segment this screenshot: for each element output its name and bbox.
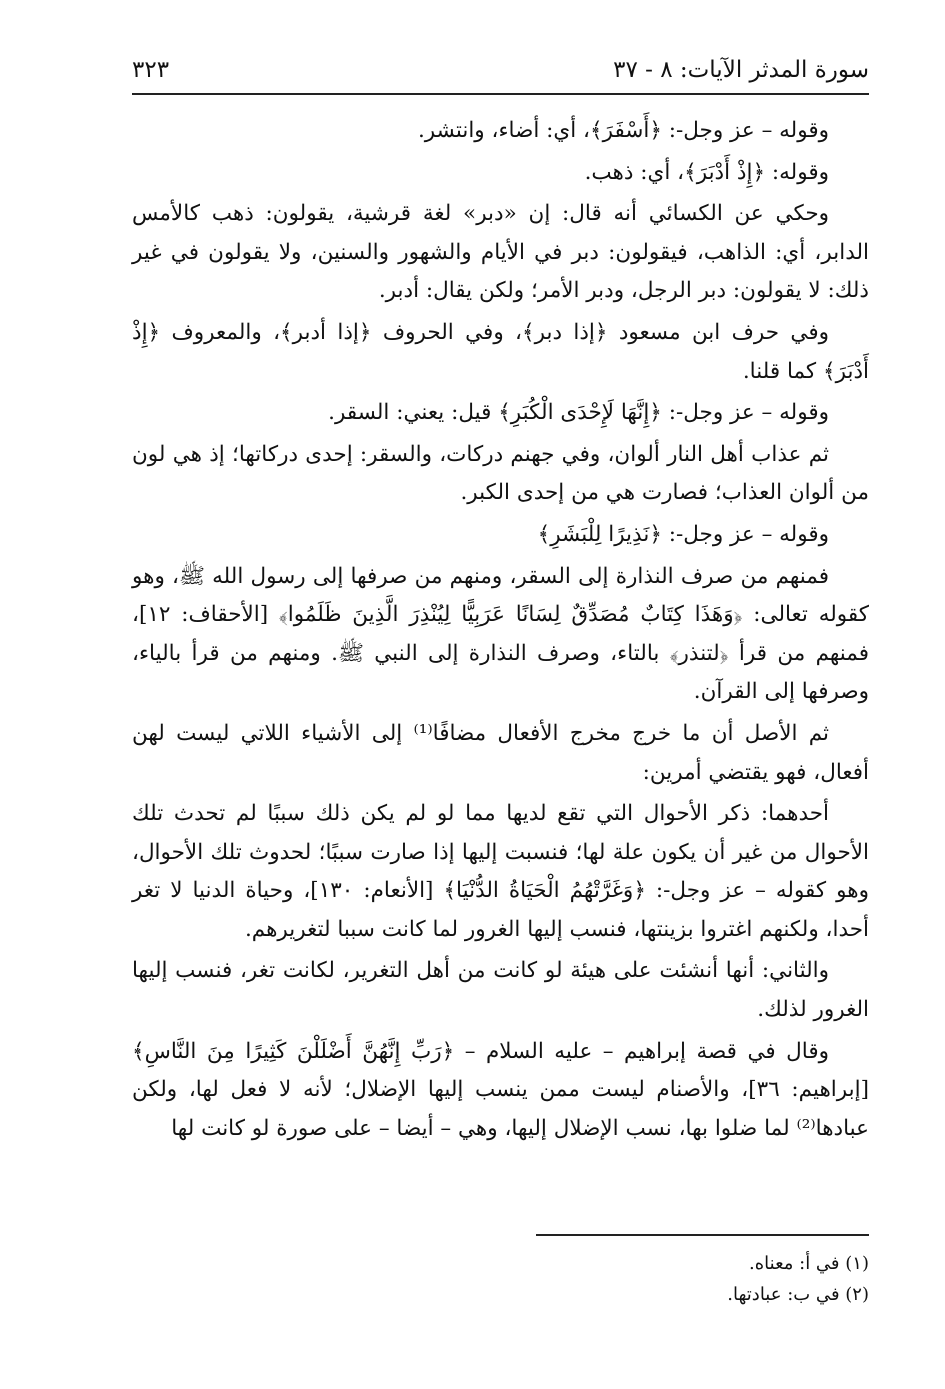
- paragraph: وقوله – عز وجل-: ﴿أَسْفَرَ﴾، أي: أضاء، وانتشر.: [417, 118, 829, 143]
- footnote-item: (١) في أ: معناه.: [749, 1253, 869, 1274]
- paragraph: ثم عذاب أهل النار ألوان، وفي جهنم دركات، والسقر: إحدى دركاتها؛ إذ هي لون من ألوان العذاب؛ فصارت هي من إحدى الكبر.: [132, 441, 869, 506]
- footnote-item: (٢) في ب: عبادتها.: [727, 1284, 869, 1305]
- paragraph: وقوله: ﴿إِذْ أَدْبَرَ﴾، أي: ذهب.: [584, 159, 829, 185]
- paragraph: وحكي عن الكسائي أنه قال: إن «دبر» لغة قرشية، يقولون: ذهب كالأمس الدابر، أي: الذاهب، فيقولون: دبر في الأيام والشهور والسنين، ولا يقولون في غير ذلك: لا يقولون: دبر الرجل، ودبر الأمر؛ ولكن يقال: أدبر.: [132, 201, 869, 304]
- paragraph: أحدهما: ذكر الأحوال التي تقع لديها مما لو لم يكن ذلك سببًا لم تحدث تلك الأحوال من غير أن يكون علة لها؛ فنسبت إليها إذا صارت سببًا؛ لحدوث تلك الأحوال، وهو كقوله – عز وجل-: ﴿وَغَرَّتْهُمُ الْحَيَاةُ الدُّنْيَا﴾ [الأنعام: ١٣٠]، وحياة الدنيا لا تغر أحدا، ولكنهم اغتروا بزينتها، فنسب إليها الغرور لما كانت سببا لتغريرهم.: [132, 801, 870, 942]
- main-text: [132, 112, 869, 1151]
- paragraph: وقوله – عز وجل-: ﴿نَذِيرًا لِلْبَشَرِ﴾: [537, 521, 829, 547]
- paragraph: وقوله – عز وجل-: ﴿إِنَّهَا لَإِحْدَى الْكُبَرِ﴾ قيل: يعني: السقر.: [328, 400, 829, 426]
- header-rule: [132, 93, 869, 95]
- paragraph: وقال في قصة إبراهيم – عليه السلام – ﴿رَبِّ إِنَّهُنَّ أَضْلَلْنَ كَثِيرًا مِنَ النَّاسِ﴾ [إبراهيم: ٣٦]، والأصنام ليست ممن ينسب إليها الإضلال؛ لأنه لا فعل لها، ولكن عبادها⁽²⁾ لما ضلوا بها، نسب الإضلال إليها، وهي – أيضا – على صورة لو كانت لها: [132, 1038, 869, 1141]
- page-number: ٣٢٣: [132, 57, 170, 83]
- paragraph: والثاني: أنها أنشئت على هيئة لو كانت من أهل التغرير، لكانت تغر، فنسب إليها الغرور لذلك.: [132, 958, 869, 1023]
- paragraph: فمنهم من صرف النذارة إلى السقر، ومنهم من صرفها إلى رسول الله ﷺ، وهو كقوله تعالى: ﴿وَهَذَا كِتَابٌ مُصَدِّقٌ لِسَانًا عَرَبِيًّا لِيُنْذِرَ الَّذِينَ ظَلَمُوا﴾ [الأحقاف: ١٢]، فمنهم من قرأ ﴿لتنذر﴾ بالتاء، وصرف النذارة إلى النبي ﷺ. ومنهم من قرأ بالياء، وصرفها إلى القرآن.: [132, 563, 869, 705]
- paragraph: وفي حرف ابن مسعود ﴿إذا دبر﴾، وفي الحروف ﴿إذا أدبر﴾، والمعروف ﴿إِذْ أَدْبَرَ﴾ كما قلنا.: [132, 319, 869, 384]
- running-header: [132, 55, 869, 85]
- header-title: سورة المدثر الآيات: ٨ - ٣٧: [613, 57, 869, 83]
- footnotes: [132, 1248, 869, 1310]
- footnote-rule: [536, 1234, 869, 1236]
- paragraph: ثم الأصل أن ما خرج مخرج الأفعال مضافًا⁽¹⁾ إلى الأشياء اللاتي ليست لهن أفعال، فهو يقتضي أمرين:: [132, 720, 869, 785]
